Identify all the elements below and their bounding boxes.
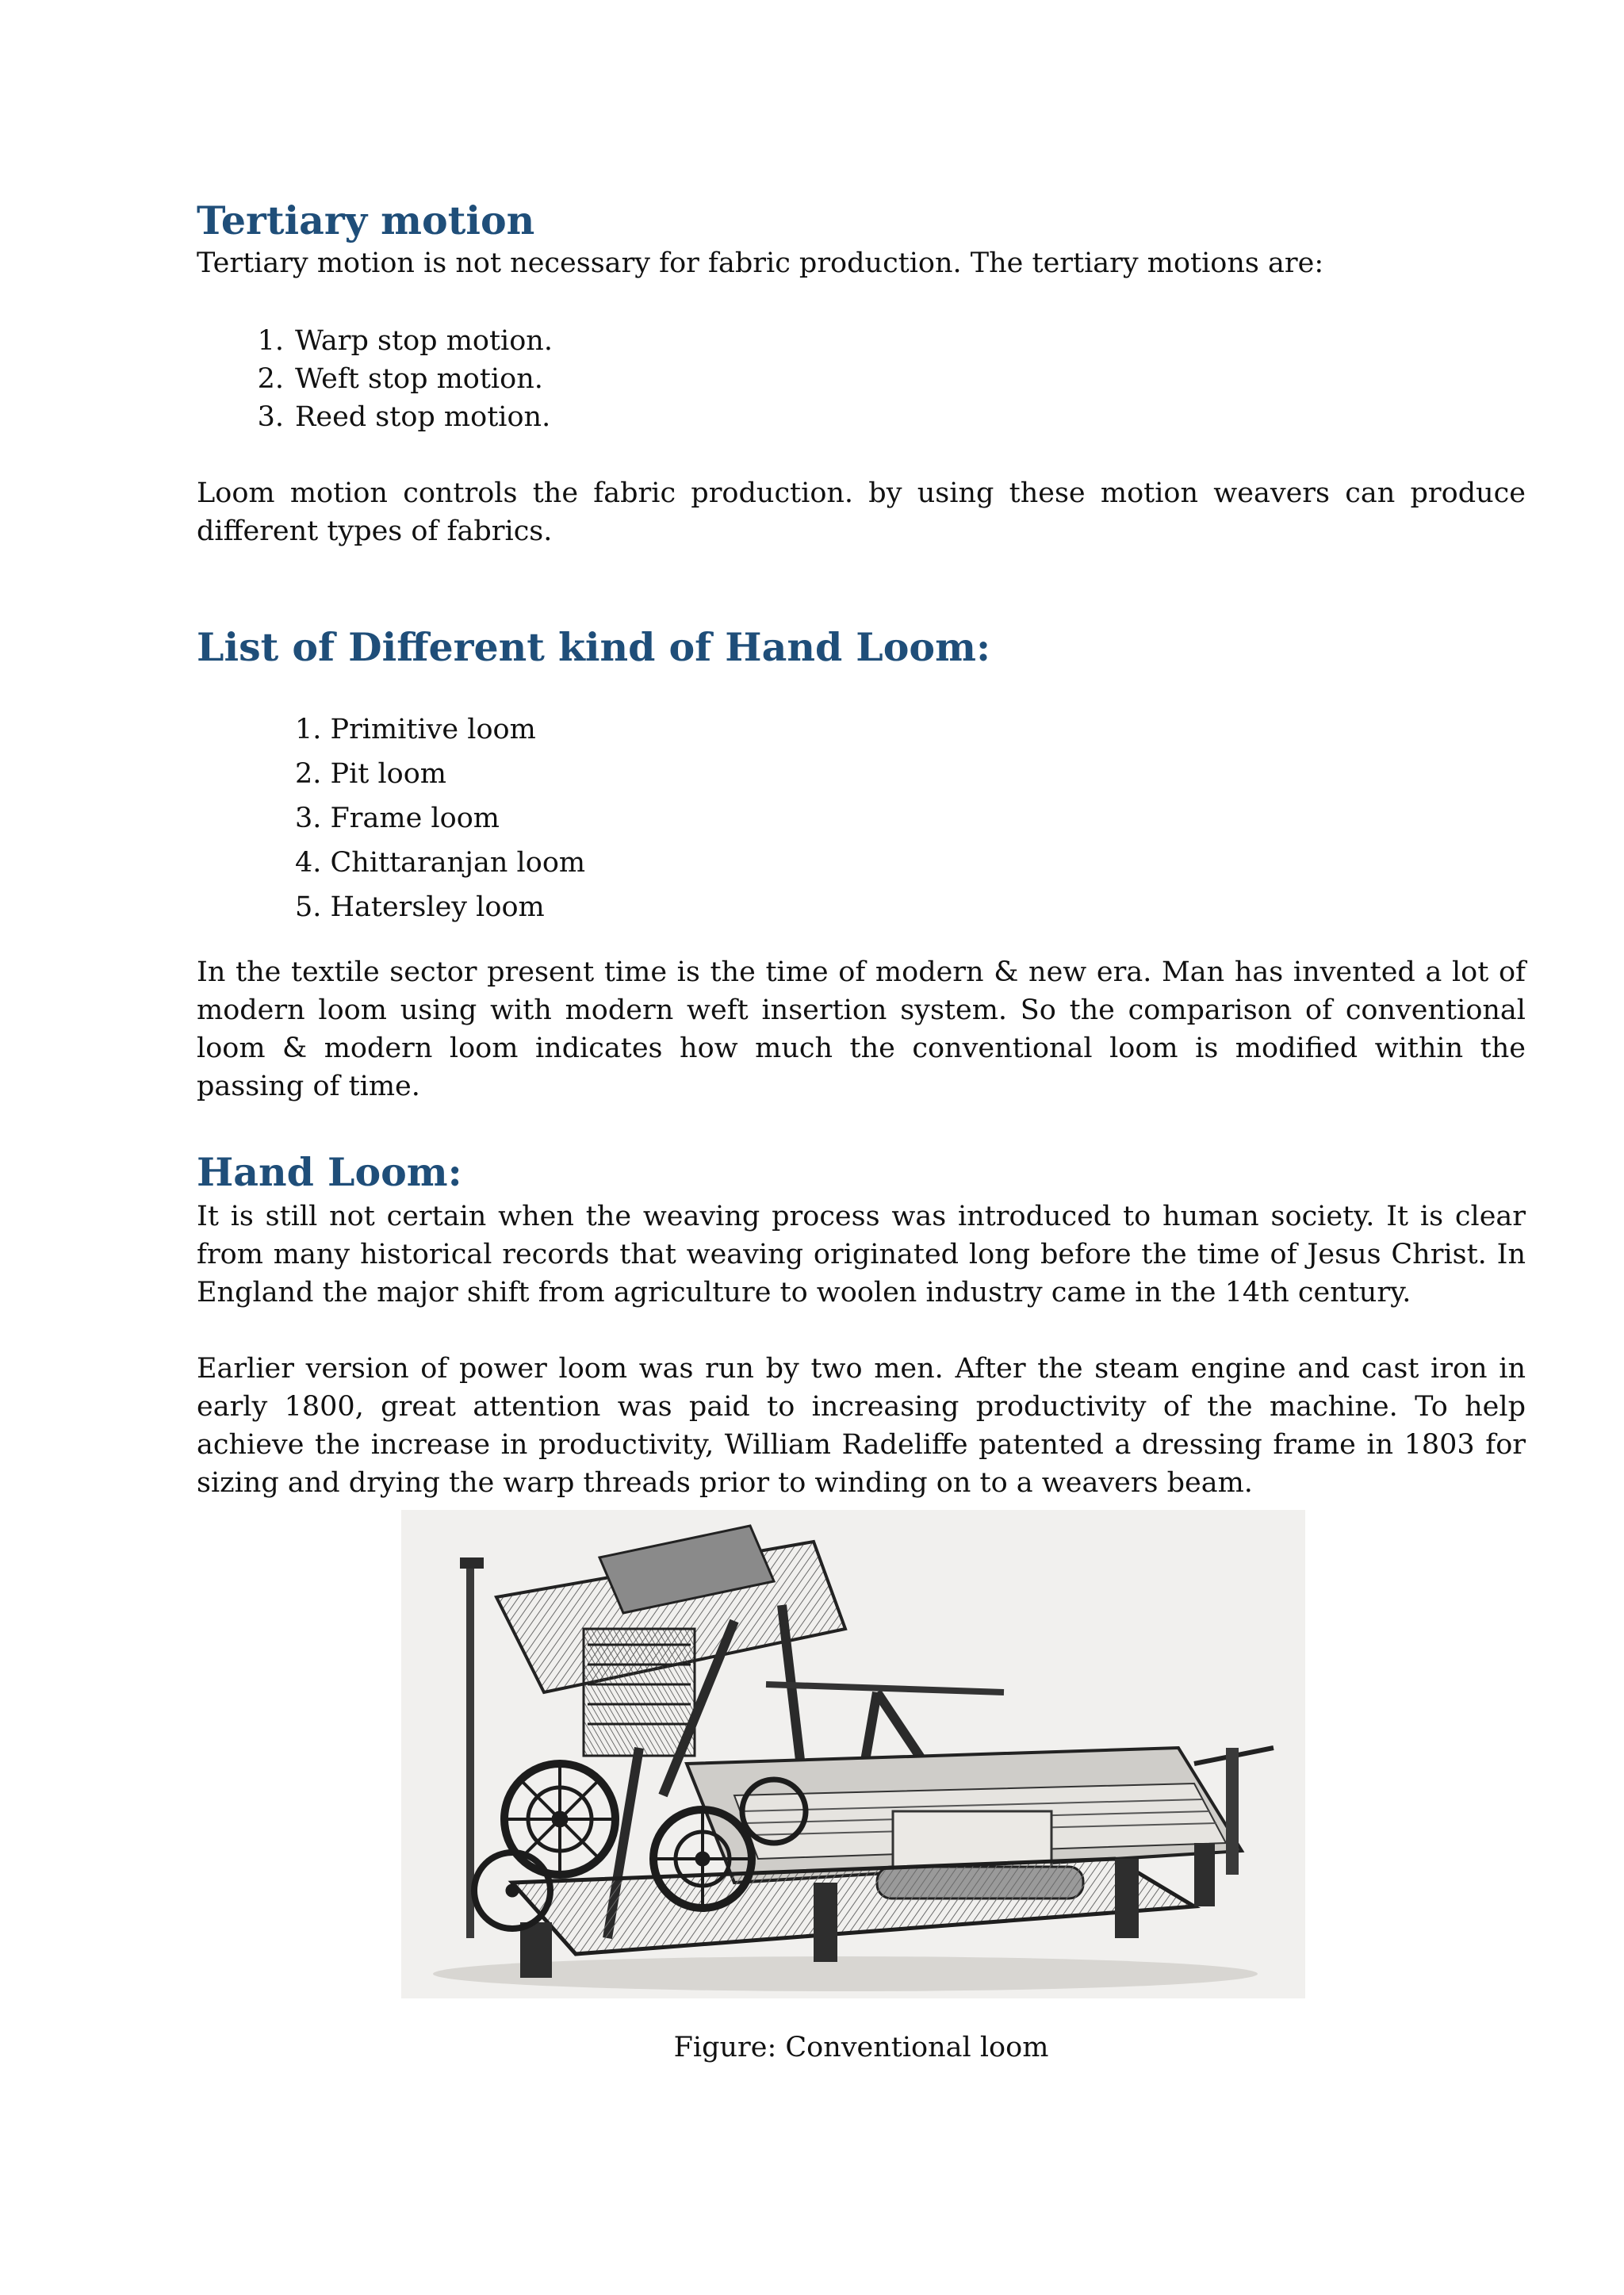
hand-loom-types-list (295, 707, 585, 929)
list-item: 1. Warp stop motion. (257, 325, 553, 357)
power-loom-paragraph: Earlier version of power loom was run by two men. After the steam engine and cast iron in early 1800, great attention was paid to increasing productivity of the machine. To help achieve the increase in productivity, William Radeliffe patented a dressing frame in 1803 for sizing and drying the warp threads prior to winding on to a weavers beam. (197, 1353, 1526, 1499)
list-item: 2. Weft stop motion. (257, 363, 543, 395)
conventional-loom-illustration (401, 1510, 1305, 1998)
document-page (197, 0, 1526, 2295)
list-item: 3. Frame loom (295, 803, 500, 834)
list-item: 5. Hatersley loom (295, 891, 545, 923)
loom-motion-paragraph: Loom motion controls the fabric production. by using these motion weavers can produce different types of fabrics. (197, 477, 1526, 547)
list-item: 1. Primitive loom (295, 714, 536, 745)
hand-loom-history-paragraph: It is still not certain when the weaving process was introduced to human society. It is clear from many historical records that weaving originated long before the time of Jesus Christ. In England the major shift from agriculture to woolen industry came in the 14th century. (197, 1201, 1526, 1308)
list-item: 4. Chittaranjan loom (295, 847, 586, 879)
tertiary-motion-list (197, 322, 553, 436)
list-item: 2. Pit loom (295, 758, 446, 790)
list-item: 3. Reed stop motion. (257, 401, 551, 433)
figure-caption: Figure: Conventional loom (673, 2032, 1049, 2063)
heading-hand-loom: Hand Loom: (197, 1149, 462, 1195)
tertiary-intro: Tertiary motion is not necessary for fabric production. The tertiary motions are: (197, 247, 1324, 279)
modern-loom-paragraph: In the textile sector present time is the time of modern & new era. Man has invented a lot of modern loom using with modern weft insertion system. So the comparison of conventional loom & modern loom indicates how much the conventional loom is modified within the passing of time. (197, 956, 1526, 1102)
loom-engraving (401, 1510, 1305, 1998)
heading-tertiary-motion: Tertiary motion (197, 197, 535, 243)
heading-hand-loom-list: List of Different kind of Hand Loom: (197, 624, 991, 670)
